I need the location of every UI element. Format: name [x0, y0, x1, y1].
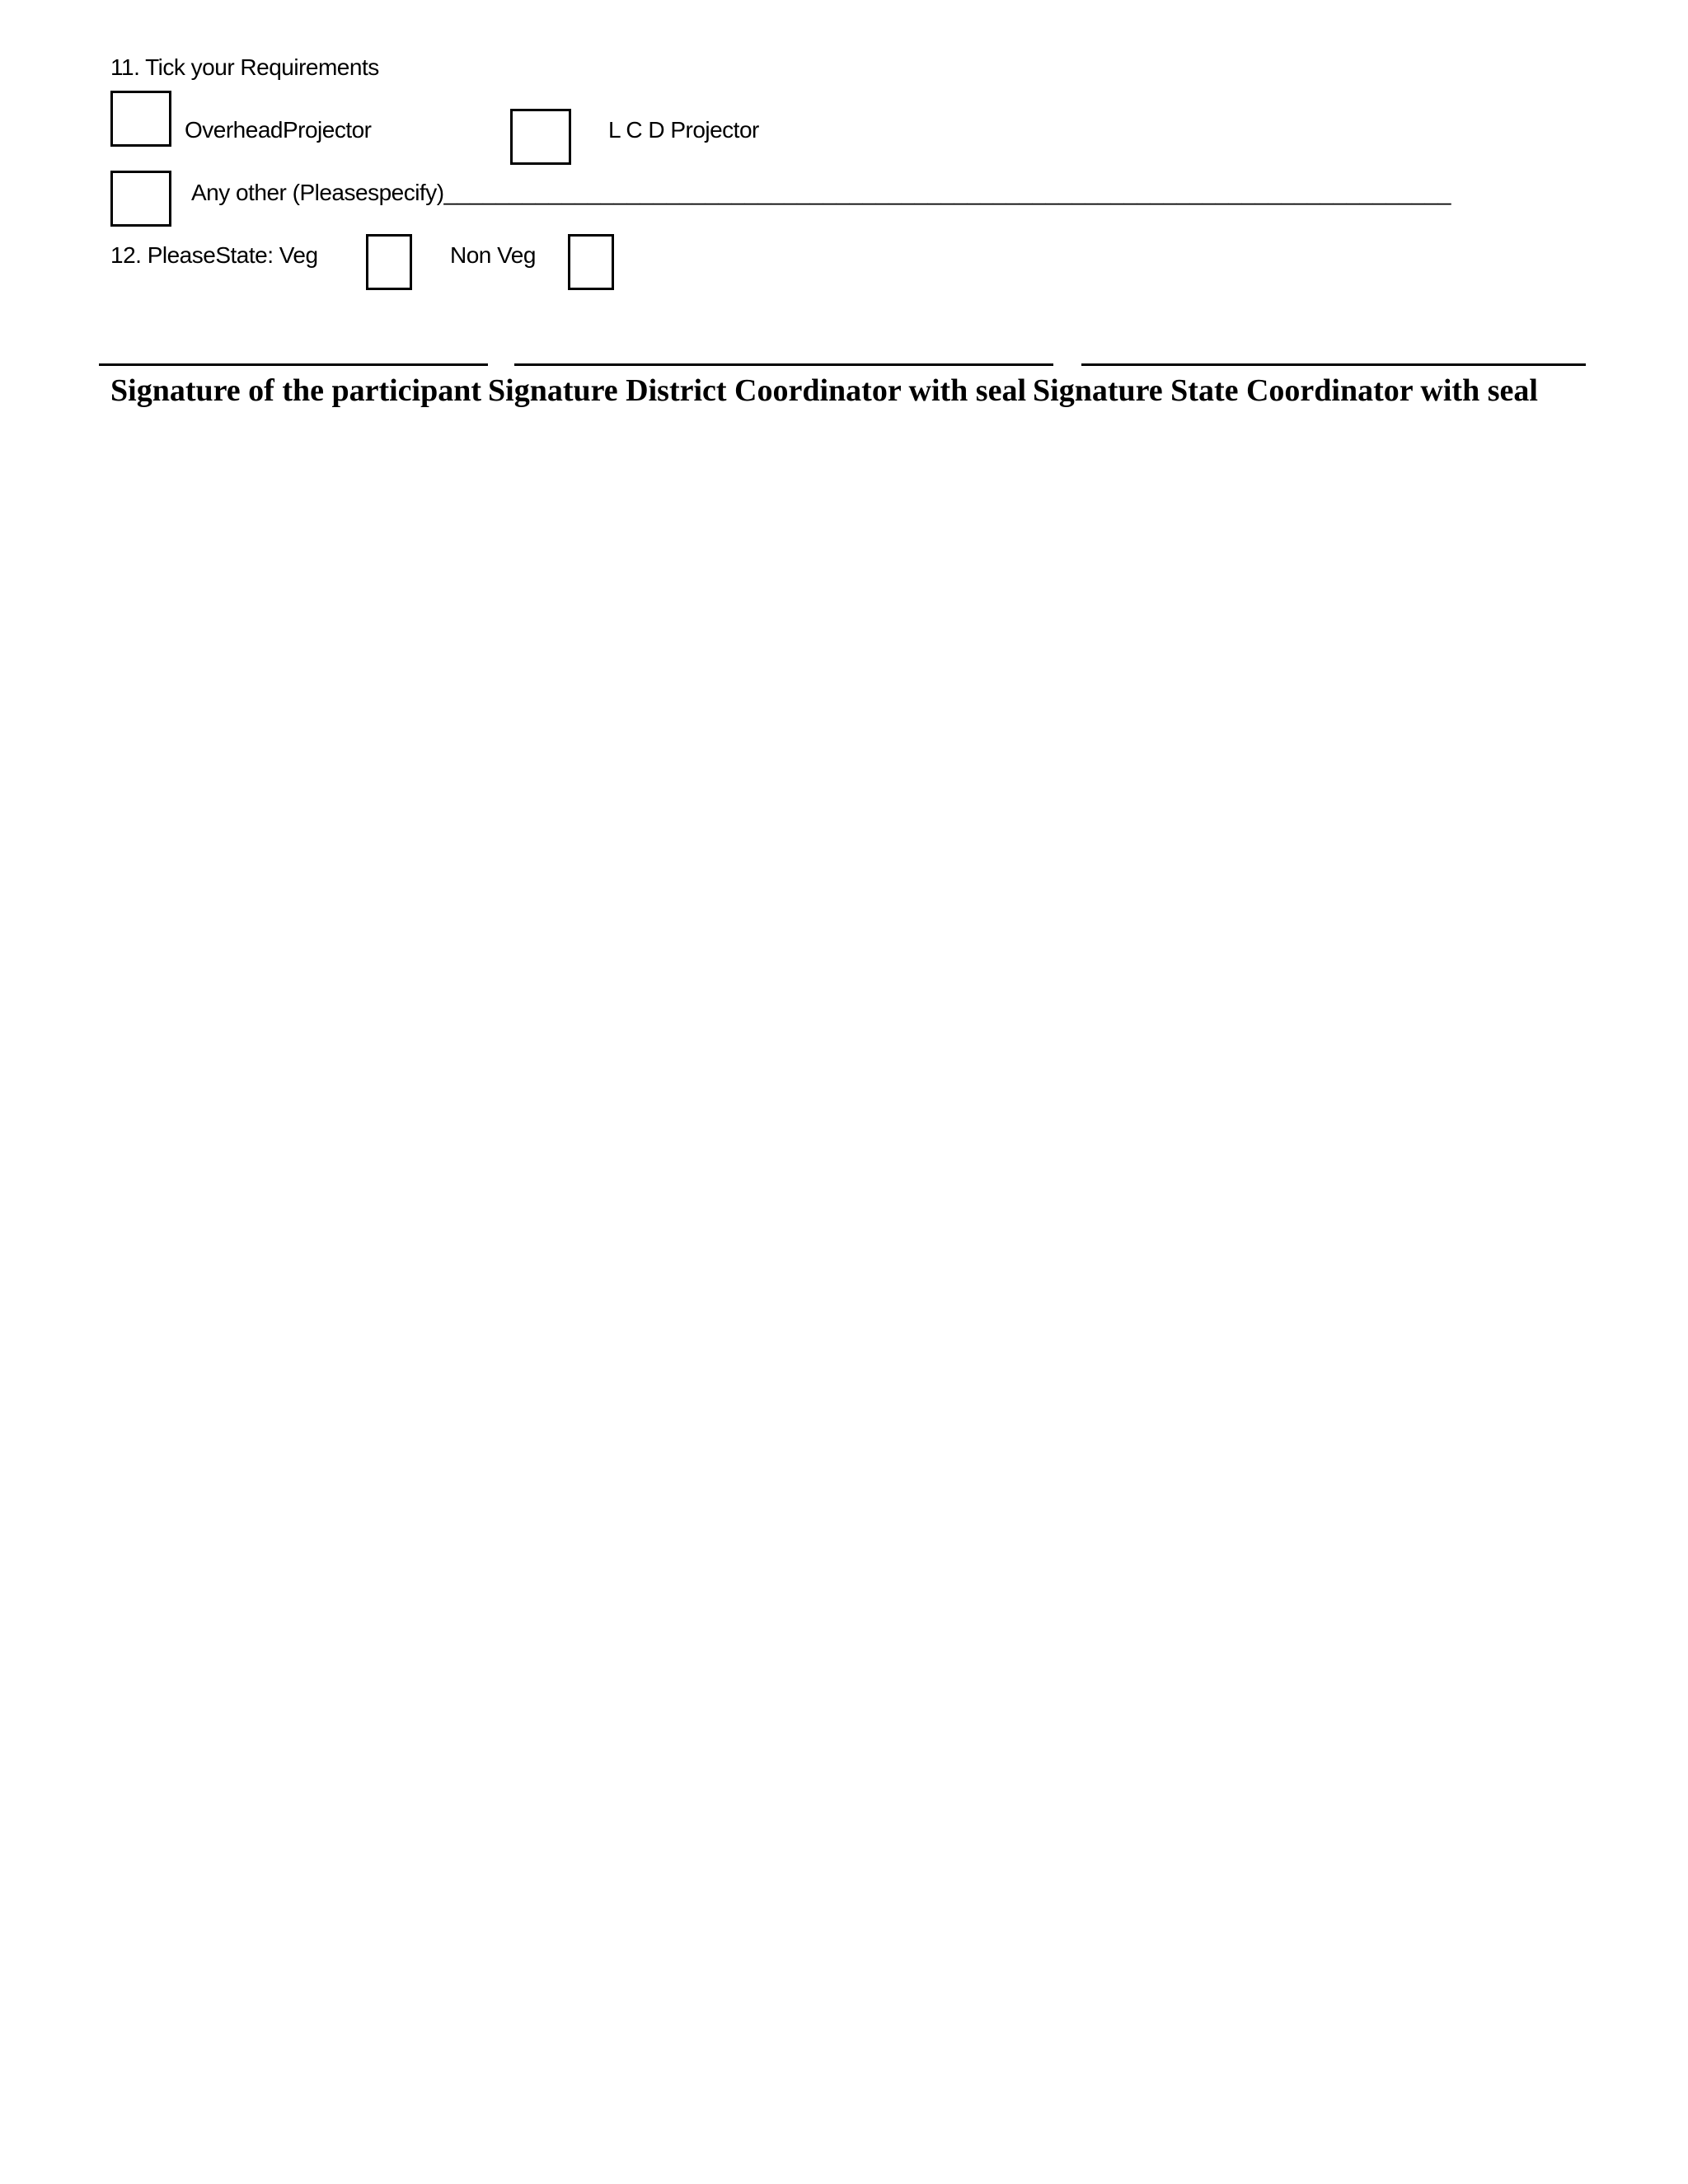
q11-heading: 11. Tick your Requirements	[110, 54, 379, 80]
nonveg-label: Non Veg	[450, 242, 536, 268]
any-other-label	[191, 181, 1451, 204]
any-other-text: Any other (Pleasespecify)	[191, 180, 444, 205]
veg-checkbox[interactable]	[366, 234, 412, 290]
participant-signature-label: Signature of the participant	[110, 373, 482, 408]
nonveg-checkbox[interactable]	[568, 234, 614, 290]
any-other-checkbox[interactable]	[110, 171, 171, 227]
state-signature-line	[1081, 363, 1586, 366]
any-other-blank[interactable]: _____________________________________________________________________________	[443, 180, 1451, 205]
district-signature-label: Signature District Coordinator with seal	[488, 373, 1027, 408]
overhead-projector-label: OverheadProjector	[185, 117, 372, 143]
lcd-projector-label: L C D Projector	[608, 117, 759, 143]
state-signature-label: Signature State Coordinator with seal	[1033, 373, 1538, 408]
overhead-projector-checkbox[interactable]	[110, 91, 171, 147]
participant-signature-line	[99, 363, 488, 366]
district-signature-line	[514, 363, 1053, 366]
q12-label: 12. PleaseState: Veg	[110, 242, 318, 268]
lcd-projector-checkbox[interactable]	[510, 109, 571, 165]
